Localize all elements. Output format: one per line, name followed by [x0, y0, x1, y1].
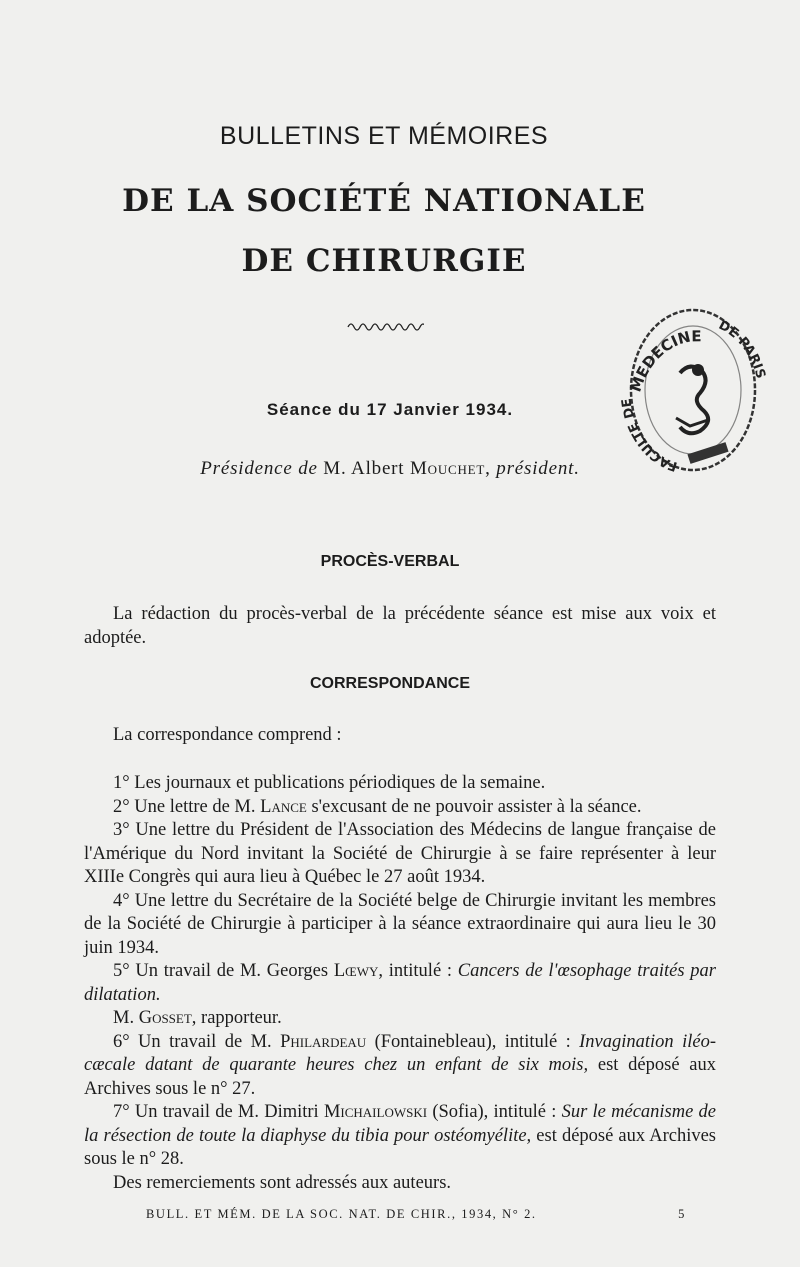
president-name: Mouchet	[409, 458, 486, 479]
presidency-suffix: président.	[496, 458, 580, 479]
session-date: Séance du 17 Janvier 1934.	[266, 400, 514, 419]
stamp-text-left: FACULTE DE	[619, 397, 680, 474]
proces-verbal-paragraph: La rédaction du procès-verbal de la précédente séance est mise aux voix et adoptée.	[84, 604, 716, 648]
presidency-prefix: Présidence de	[200, 458, 318, 479]
heading-correspondance: CORRESPONDANCE	[309, 675, 470, 692]
journal-title-line2: DE LA SOCIÉTÉ NATIONALE	[122, 183, 646, 219]
item-3: 3° Une lettre du Président de l'Association des Médecins de langue française de l'Amérique du Nord invitant la Société de Chirurgie à se faire représenter à leur XIIIe Congrès qui aura lieu à Québec le 27 août 1934.	[84, 820, 716, 887]
wavy-ornament	[346, 318, 424, 332]
library-stamp	[618, 298, 768, 483]
item-7: 7° Un travail de M. Dimitri Michailowski (Sofia), intitulé : Sur le mécanisme de la résection de toute la diaphyse du tibia pour ostéomyélite, est déposé aux Archives sous le n° 28.	[84, 1102, 717, 1169]
presidency-line: Présidence de M. Albert Mouchet, président.	[200, 458, 580, 479]
item-4: 4° Une lettre du Secrétaire de la Société belge de Chirurgie invitant les membres de la Société de Chirurgie à participer à la séance extraordinaire qui aura lieu le 30 juin 1934.	[84, 890, 716, 958]
item-2: 2° Une lettre de M. Lance s'excusant de ne pouvoir assister à la séance.	[113, 796, 642, 817]
footer-reference: BULL. ET MÉM. DE LA SOC. NAT. DE CHIR., 1934, N° 2.	[146, 1207, 537, 1221]
item-1: 1° Les journaux et publications périodiques de la semaine.	[113, 773, 546, 793]
stamp-text-top: MEDECINE	[626, 327, 702, 395]
thanks-line: Des remerciements sont adressés aux auteurs.	[113, 1172, 452, 1193]
svg-text:MEDECINE	[627, 327, 702, 394]
stamp-text-right: DE PARIS	[716, 317, 768, 381]
item-5: 5° Un travail de M. Georges Lœwy, intitulé : Cancers de l'œsophage traités par dilatation.	[84, 961, 716, 1005]
presidency-m: M. Albert	[323, 458, 405, 479]
correspondance-intro-text: La correspondance comprend :	[113, 725, 342, 745]
journal-title-line1: BULLETINS ET MÉMOIRES	[219, 122, 549, 150]
correspondance-list	[84, 772, 716, 1195]
svg-text:DE PARIS	[716, 318, 768, 380]
correspondance-intro	[84, 724, 716, 748]
page-number: 5	[678, 1207, 686, 1221]
item-5-rapporteur: M. Gosset, rapporteur.	[113, 1008, 282, 1028]
journal-title-line3: DE CHIRURGIE	[241, 243, 527, 279]
page-footer	[146, 1207, 686, 1222]
item-6: 6° Un travail de M. Philardeau (Fontainebleau), intitulé : Invagination iléo-cæcale datant de quarante heures chez un enfant de six mois, est déposé aux Archives sous le n° 27.	[84, 1031, 717, 1099]
heading-proces-verbal: PROCÈS-VERBAL	[320, 553, 460, 570]
proces-verbal-text	[84, 603, 716, 650]
